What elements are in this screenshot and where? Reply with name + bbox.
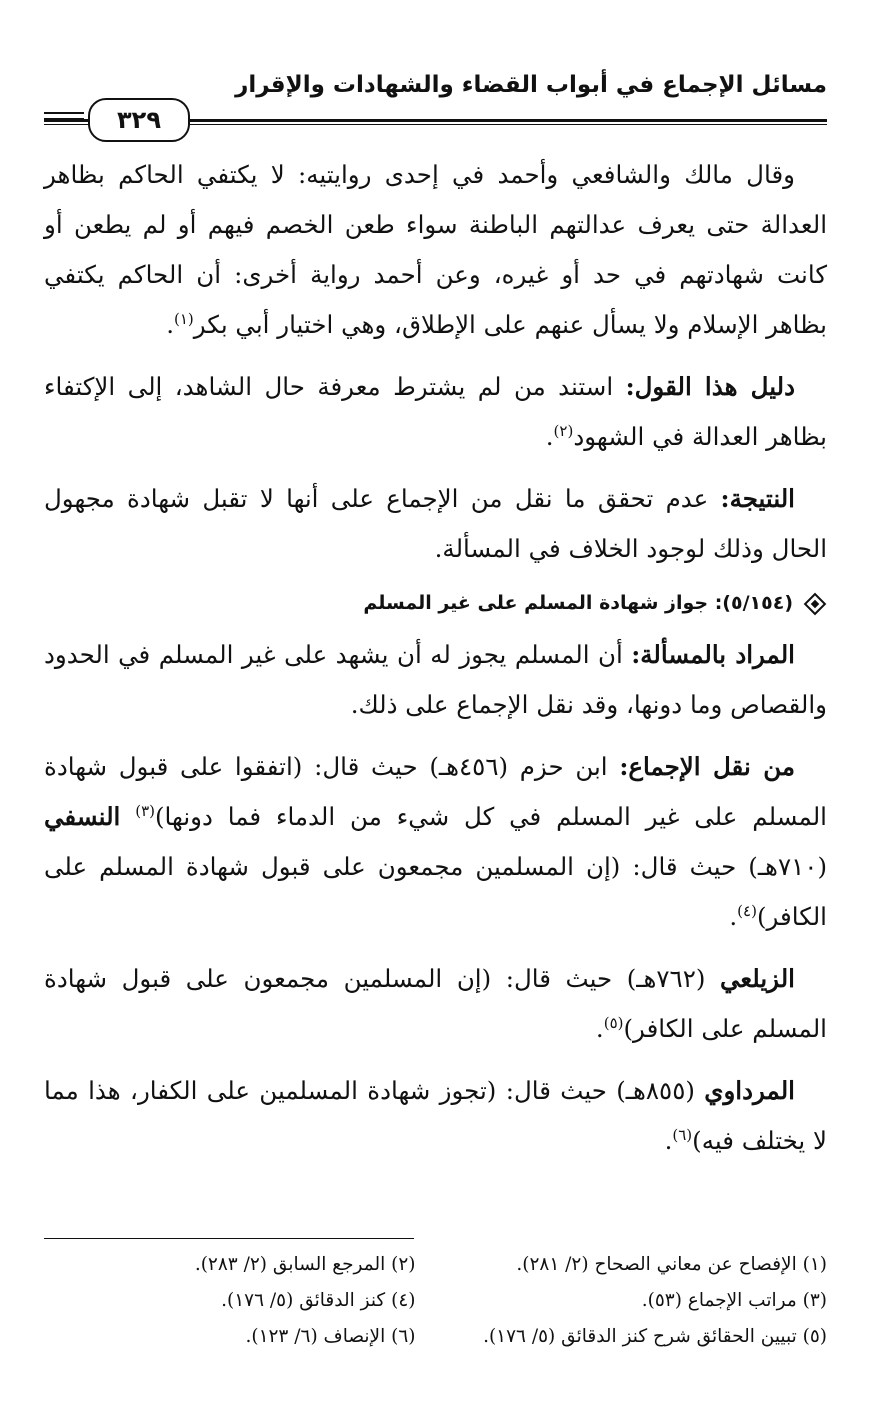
- footnote: (٣) مراتب الإجماع (٥٣).: [641, 1289, 827, 1311]
- paragraph: [44, 954, 827, 1054]
- paragraph-lead: المرداوي: [704, 1076, 795, 1105]
- footnote: (١) الإفصاح عن معاني الصحاح (٢/ ٢٨١).: [516, 1253, 827, 1275]
- paragraph-lead: دليل هذا القول:: [625, 372, 796, 401]
- footnote-row: [44, 1246, 827, 1282]
- paragraph-lead: الزيلعي: [720, 964, 795, 993]
- paragraph: [44, 630, 827, 730]
- footnote-ref: (٥): [603, 1013, 624, 1032]
- footnote: (٤) كنز الدقائق (٥/ ١٧٦).: [221, 1289, 416, 1311]
- paragraph-text: استند من لم يشترط معرفة حال الشاهد، إلى الإكتفاء بظاهر العدالة في الشهود: [44, 372, 827, 451]
- paragraph: [44, 474, 827, 574]
- footnote: (٦) الإنصاف (٦/ ١٢٣).: [245, 1325, 416, 1347]
- paragraph-lead: من نقل الإجماع:: [619, 752, 796, 781]
- section-title: جواز شهادة المسلم على غير المسلم: [363, 592, 709, 614]
- footnote: (٢) المرجع السابق (٢/ ٢٨٣).: [194, 1253, 416, 1275]
- paragraph-tail: .: [595, 1014, 604, 1043]
- paragraph: [44, 362, 827, 462]
- footnote-ref: (٢): [553, 421, 574, 440]
- paragraph-text: (٧٦٢هـ) حيث قال: (إن المسلمين مجمعون على قبول شهادة المسلم على الكافر): [44, 964, 827, 1043]
- paragraph-text: (٧١٠هـ) حيث قال: (إن المسلمين مجمعون على قبول شهادة المسلم على الكافر): [44, 852, 827, 931]
- paragraph-tail: .: [729, 902, 738, 931]
- ornament-line: [44, 112, 84, 114]
- paragraph: [44, 150, 827, 350]
- page-number: ٣٢٩: [88, 98, 190, 142]
- paragraph-tail: .: [664, 1126, 673, 1155]
- paragraph-text: أن المسلم يجوز له أن يشهد على غير المسلم في الحدود والقصاص وما دونها، وقد نقل الإجماع على ذلك.: [44, 640, 827, 719]
- ornament-line: [44, 118, 84, 120]
- paragraph-text: (٨٥٥هـ) حيث قال: (تجوز شهادة المسلمين على الكفار، هذا مما لا يختلف فيه): [44, 1076, 827, 1155]
- footnote-row: [44, 1318, 827, 1354]
- paragraph: [44, 742, 827, 942]
- paragraph-lead: النتيجة:: [720, 484, 795, 513]
- footnote-row: [44, 1282, 827, 1318]
- paragraph-tail: .: [545, 422, 554, 451]
- footnote-ref: (٣): [135, 801, 155, 820]
- section-heading: [44, 586, 827, 620]
- section-number: (٥/١٥٤):: [714, 592, 793, 614]
- paragraph-lead: النسفي: [44, 802, 121, 831]
- footnote: (٥) تبيين الحقائق شرح كنز الدقائق (٥/ ١٧٦).: [483, 1325, 827, 1347]
- footnotes: [44, 1246, 827, 1354]
- main-text: [44, 150, 827, 1178]
- footnote-ref: (١): [173, 309, 194, 328]
- footnote-ref: (٦): [672, 1125, 693, 1144]
- footnote-ref: (٤): [737, 901, 757, 920]
- footnote-rule: [44, 1238, 414, 1239]
- running-title: مسائل الإجماع في أبواب القضاء والشهادات والإقرار: [235, 72, 827, 98]
- paragraph-text: عدم تحقق ما نقل من الإجماع على أنها لا تقبل شهادة مجهول الحال وذلك لوجود الخلاف في المسألة.: [44, 484, 827, 563]
- diamond-bullet-icon: [804, 592, 827, 615]
- paragraph-tail: .: [166, 310, 174, 339]
- paragraph-text: وقال مالك والشافعي وأحمد في إحدى روايتيه: لا يكتفي الحاكم بظاهر العدالة حتى يعرف عدالتهم الباطنة سواء طعن الخصم فيهم أو لم يطعن أو كانت شهادتهم في حد أو غيره، وعن أحمد رواية أخرى: أن الحاكم يكتفي بظاهر الإسلام ولا يسأل عنهم على الإطلاق، وهي اختيار أبي بكر: [44, 160, 827, 339]
- paragraph: [44, 1066, 827, 1166]
- paragraph-lead: المراد بالمسألة:: [631, 640, 795, 669]
- paragraph-text: ابن حزم (٤٥٦هـ) حيث قال: (اتفقوا على قبول شهادة المسلم على غير المسلم في كل شيء من الدماء فما دونها): [44, 752, 827, 831]
